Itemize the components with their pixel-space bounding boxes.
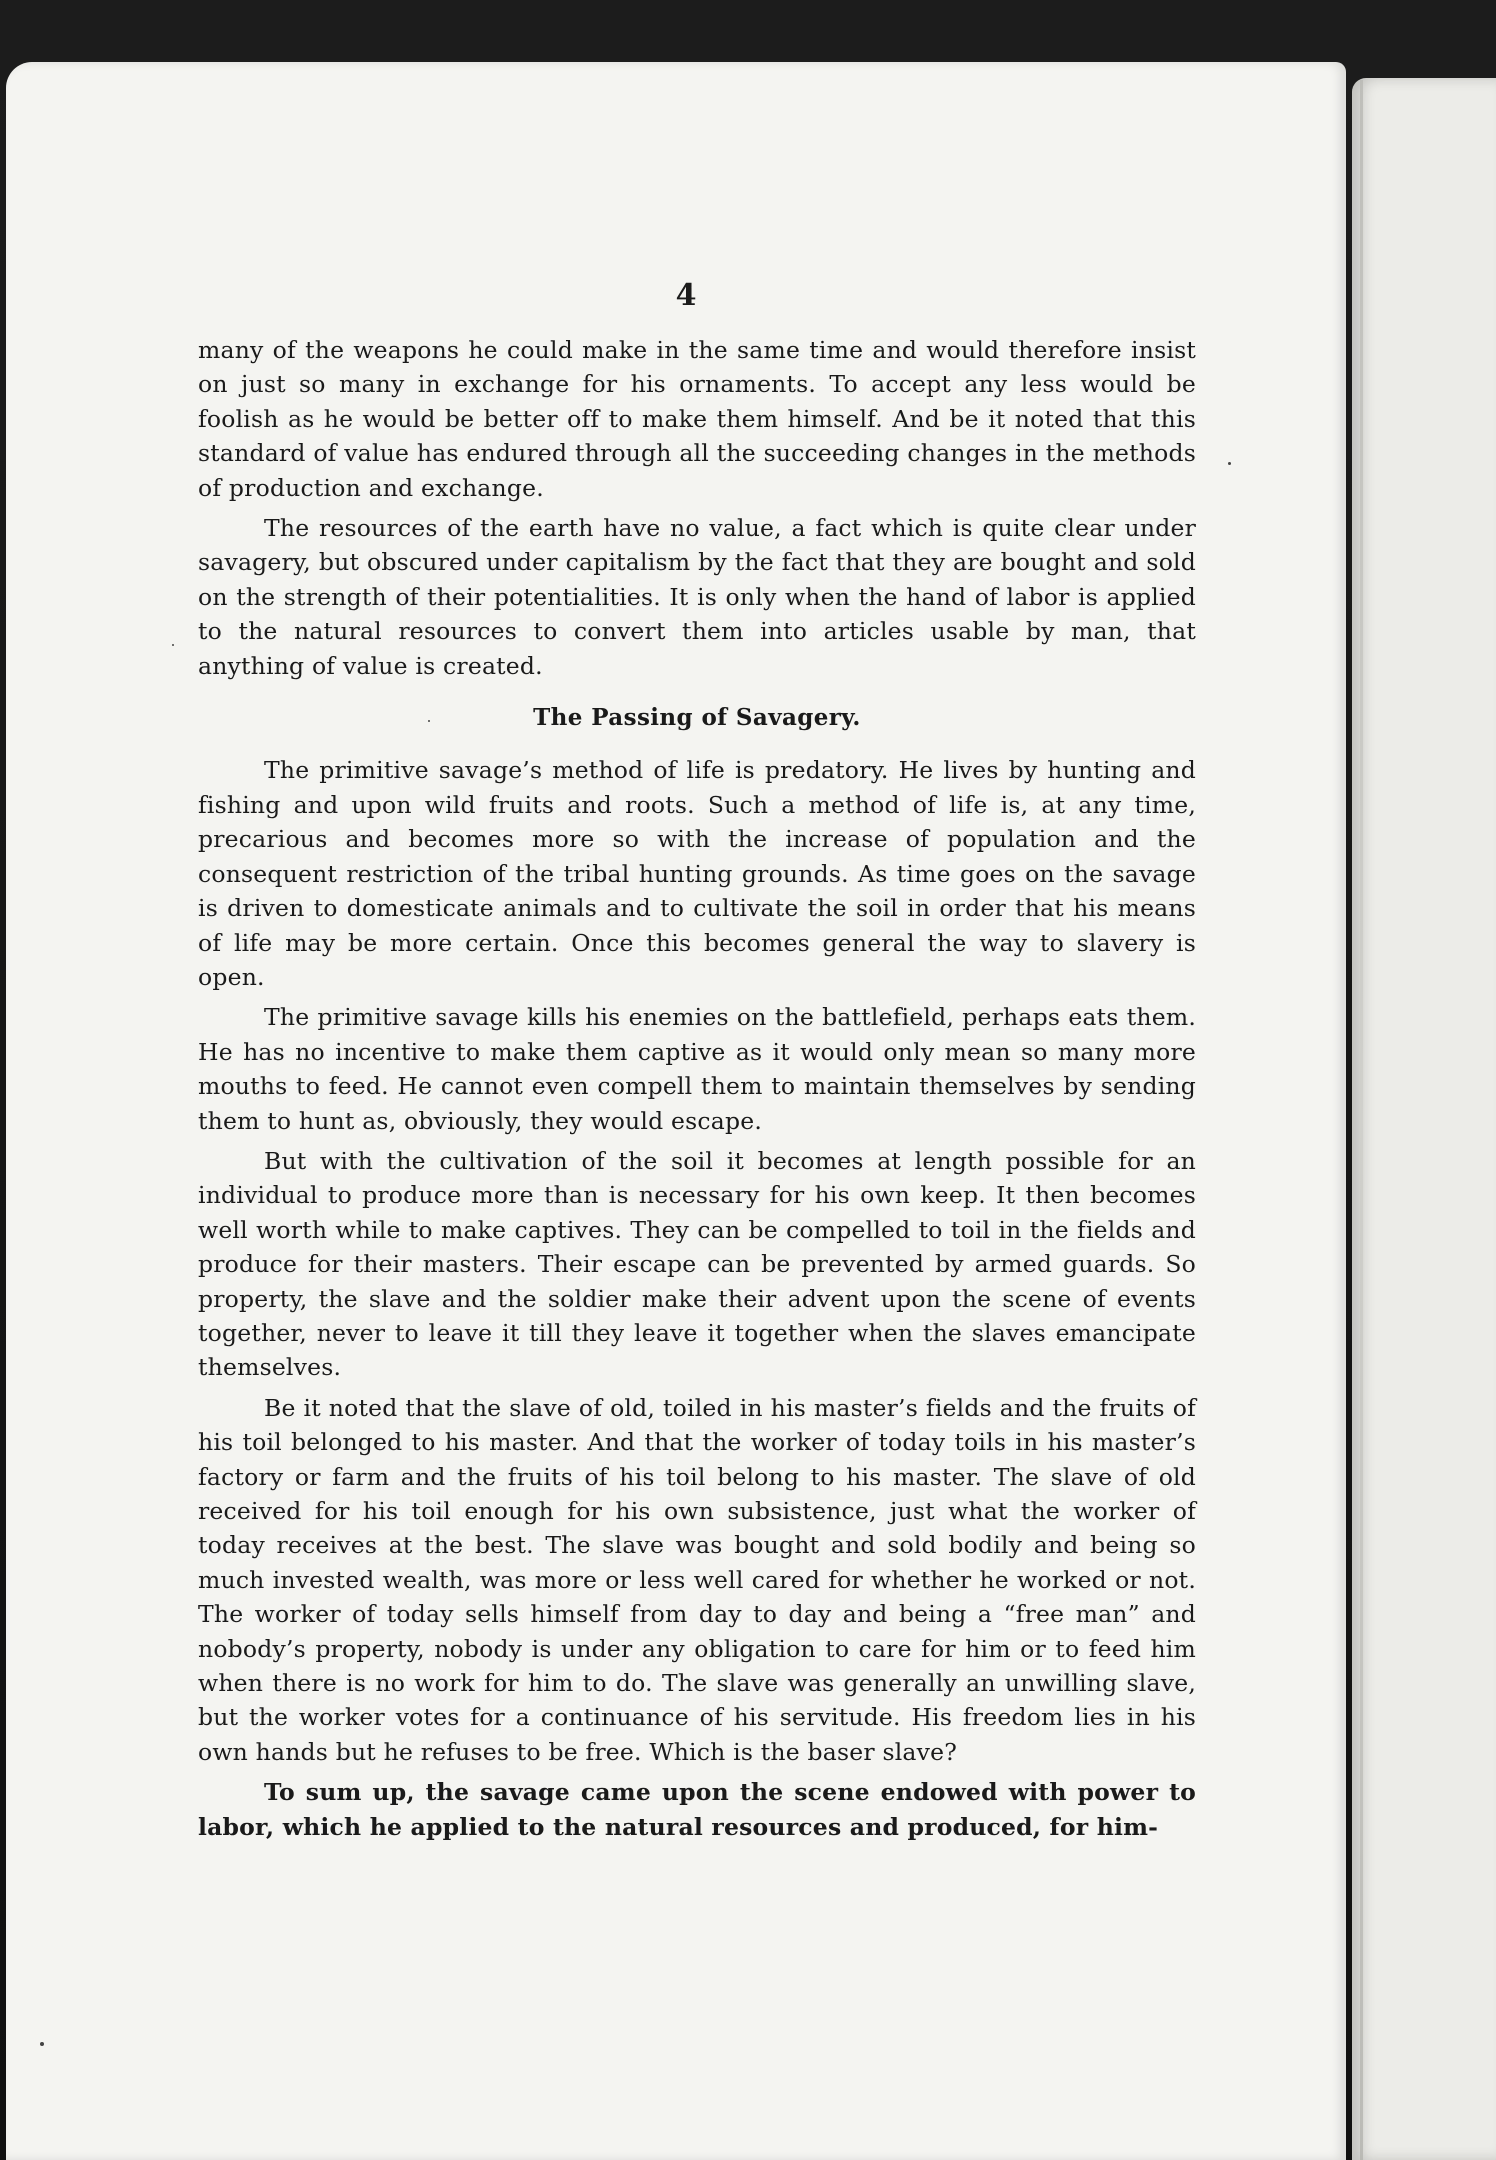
paragraph-7: To sum up, the savage came upon the scene endowed with power to labor, which he applied to the natural resources and produced, for him- — [198, 1778, 1196, 1841]
paragraph-6: Be it noted that the slave of old, toiled in his master’s fields and the fruits of his toil belonged to his master. And that the worker of today toils in his master’s factory or farm and the fruits of his toil belong to his master. The slave of old received for his toil enough for his own subsistence, just what the worker of today receives at the best. The slave was bought and sold bodily and being so much invested wealth, was more or less well cared for whether he worked or not. The worker of today sells himself from day to day and being a “free man” and nobody’s property, nobody is under any obligation to care for him or to feed him when there is no work for him to do. The slave was generally an unwilling slave, but the worker votes for a continuance of his servitude. His freedom lies in his own hands but he refuses to be free. Which is the baser slave? — [198, 1393, 1196, 1766]
body-text — [198, 333, 1196, 1850]
paragraph-5: But with the cultivation of the soil it becomes at length possible for an individual to produce more than is necessary for his own keep. It then becomes well worth while to make captives. They can be compelled to toil in the fields and produce for their masters. Their escape can be prevented by armed guards. So property, the slave and the soldier make their advent upon the scene of events together, never to leave it till they leave it together when the slaves emancipate themselves. — [198, 1146, 1196, 1382]
paragraph-2: The resources of the earth have no value, a fact which is quite clear under savagery, but obscured under capitalism by the fact that they are bought and sold on the strength of their potentialities. It is only when the hand of labor is applied to the natural resources to convert them into articles usable by man, that anything of value is created. — [198, 514, 1196, 680]
page-gutter — [1360, 80, 1363, 2160]
paragraph-3: The primitive savage’s method of life is predatory. He lives by hunting and fishing and upon wild fruits and roots. Such a method of life is, at any time, precarious and becomes more so with the increase of population and the consequent restriction of the tribal hunting grounds. As time goes on the savage is driven to domesticate animals and to cultivate the soil in order that his means of life may be more certain. Once this becomes general the way to slavery is open. — [198, 756, 1196, 991]
paragraph-4: The primitive savage kills his enemies on the battlefield, perhaps eats them. He has no incentive to make them captive as it would only mean so many more mouths to feed. He cannot even compell them to maintain themselves by sending them to hunt as, obviously, they would escape. — [198, 1003, 1196, 1135]
facing-page-edge — [1352, 78, 1496, 2160]
page-number: 4 — [675, 278, 697, 313]
ink-speck — [40, 2042, 44, 2046]
ink-speck — [172, 644, 174, 646]
section-heading: The Passing of Savagery. — [533, 704, 861, 732]
ink-speck — [1228, 462, 1231, 465]
paragraph-1: many of the weapons he could make in the same time and would therefore insist on just so many in exchange for his ornaments. To accept any less would be foolish as he would be better off to make them himself. And be it noted that this standard of value has endured through all the succeeding changes in the methods of production and exchange. — [198, 336, 1196, 502]
